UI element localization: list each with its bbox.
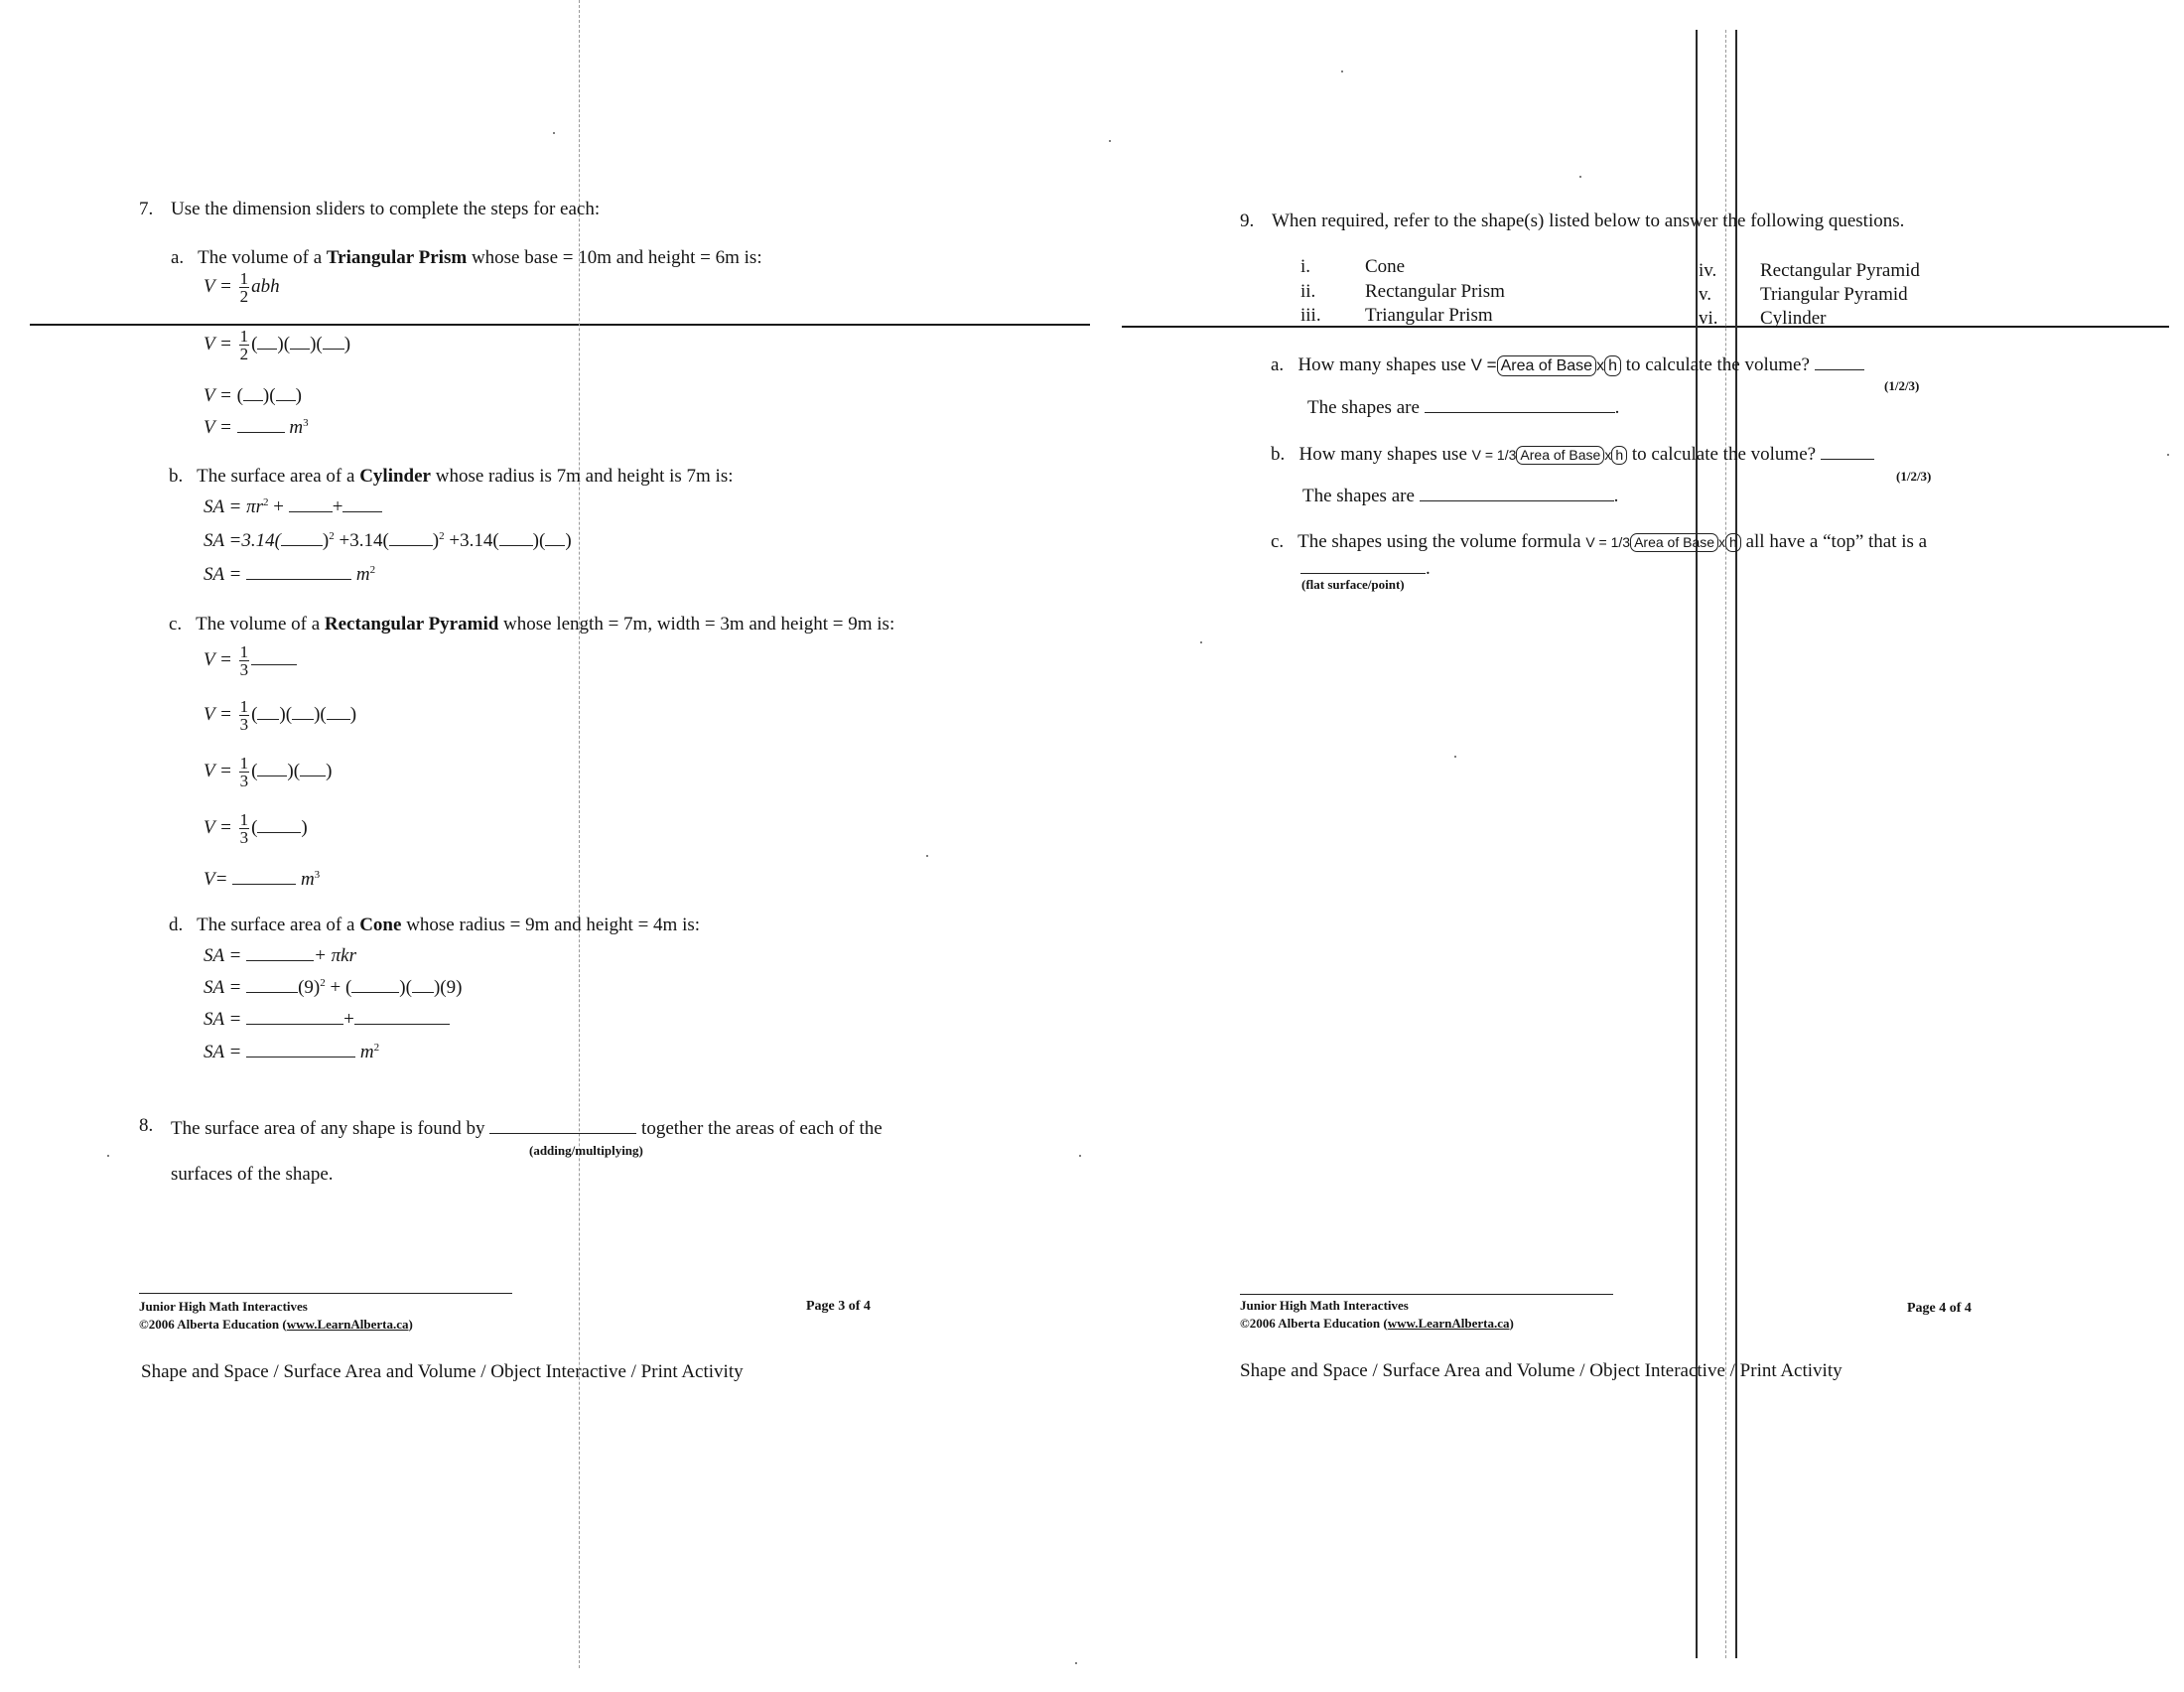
q7a-step3: V = ( )( ): [204, 383, 302, 405]
scan-speck: [553, 132, 555, 134]
q7a-step4: $V = m^3$: [204, 416, 309, 439]
q9b-hint: (1/2/3): [1896, 469, 1932, 484]
footer-left-link[interactable]: www.LearnAlberta.ca: [286, 1317, 409, 1332]
q9b-shapes-blank[interactable]: [1420, 484, 1614, 501]
scan-vertical-line-1: [1696, 30, 1698, 1658]
shape-list-name: Cone: [1365, 256, 1406, 277]
q7a-prompt: a. The volume of a Triangular Prism whose base = 10m and height = 6m is:: [171, 247, 762, 268]
q7a-step1: V = $\frac{1}{2}$ abh: [204, 269, 280, 306]
q9c-answer-blank[interactable]: [1300, 556, 1426, 574]
shape-list-item: vi.: [1699, 308, 1718, 329]
scan-speck: [1079, 1155, 1081, 1157]
q7-text: Use the dimension sliders to complete the steps for each:: [171, 199, 601, 219]
shape-list-name: Cylinder: [1760, 308, 1827, 329]
shape-list-item: iii.: [1300, 305, 1321, 326]
scan-speck: [2167, 454, 2169, 456]
q9a-hint: (1/2/3): [1884, 378, 1920, 393]
q7b-step1: SA = $\pi r^2$ + +: [204, 494, 382, 516]
q8-hint: (adding/multiplying): [529, 1143, 643, 1158]
q7c-step1: V = $\frac{1}{3}$: [204, 643, 297, 678]
q7d-step2: SA = $(9)^2$ + ( )( )(9): [204, 976, 463, 999]
area-of-base-box: Area of Base: [1497, 355, 1597, 376]
shape-list-name: Triangular Pyramid: [1760, 284, 1908, 305]
q9a-shapes-blank[interactable]: [1425, 395, 1615, 413]
scan-dashed-line-right: [1725, 30, 1726, 1658]
q7c-prompt: c. The volume of a Rectangular Pyramid whose length = 7m, width = 3m and height = 9m is:: [169, 614, 895, 634]
q7d-step1: SA = + πkr: [204, 943, 356, 965]
footer-left-copyright: ©2006 Alberta Education (www.LearnAlberta.ca): [139, 1317, 413, 1332]
q7a-step2: V = $\frac{1}{2}$ ( )( )( ): [204, 327, 351, 363]
footer-right-path: Shape and Space / Surface Area and Volume / Object Interactive / Print Activity: [1240, 1360, 1843, 1381]
q9a-shapes-line: The shapes are .: [1307, 395, 1619, 417]
shape-list-name: Rectangular Prism: [1365, 281, 1505, 302]
shape-list-item: ii.: [1300, 281, 1316, 302]
q7d-prompt: d. The surface area of a Cone whose radius = 9m and height = 4m is:: [169, 915, 701, 935]
q9a-count-blank[interactable]: [1815, 352, 1864, 370]
height-box: h: [1611, 446, 1627, 465]
scan-vertical-line-2: [1735, 30, 1737, 1658]
scan-fold-line-right: [1122, 326, 2169, 328]
q7-number: 7.: [139, 199, 154, 219]
q9-text: When required, refer to the shape(s) listed below to answer the following questions.: [1272, 211, 1905, 231]
footer-right-copyright: ©2006 Alberta Education (www.LearnAlberta.ca): [1240, 1316, 1514, 1331]
shape-list-name: Triangular Prism: [1365, 305, 1493, 326]
footer-left-path: Shape and Space / Surface Area and Volume / Object Interactive / Print Activity: [141, 1361, 744, 1382]
footer-right-org: Junior High Math Interactives: [1240, 1298, 1409, 1313]
scan-speck: [1200, 641, 1202, 643]
q9b-shapes-line: The shapes are .: [1302, 484, 1618, 505]
q7c-step5: $V= m^3$: [204, 868, 321, 891]
area-of-base-box: Area of Base: [1630, 533, 1718, 552]
q8-answer-blank[interactable]: [489, 1116, 636, 1134]
shape-list-item: v.: [1699, 284, 1712, 305]
q7b-step3: SA = $m^2$: [204, 563, 376, 586]
footer-right-page: Page 4 of 4: [1907, 1301, 1972, 1316]
q7c-step4: V = $\frac{1}{3}$ ( ): [204, 810, 308, 847]
scan-speck: [1341, 70, 1343, 72]
scan-speck: [926, 855, 928, 857]
q7b-prompt: b. The surface area of a Cylinder whose radius is 7m and height is 7m is:: [169, 466, 734, 487]
q7b-step2: SA =3.14( )$^2$ +3.14( )$^2$ +3.14( )( ): [204, 529, 572, 552]
q9c-answer-line: .: [1300, 556, 1431, 578]
q9b-prompt: b. How many shapes use V = 1/3 Area of Base x h to calculate the volume?: [1271, 442, 1874, 465]
q7a-shape: Triangular Prism: [326, 247, 468, 268]
scan-speck: [1075, 1662, 1077, 1664]
q7b-shape: Cylinder: [359, 466, 431, 487]
scan-fold-line-left: [30, 324, 1090, 326]
footer-left-page: Page 3 of 4: [806, 1299, 871, 1314]
shape-list-item: iv.: [1699, 260, 1717, 281]
scan-speck: [1579, 176, 1581, 178]
q7d-step3: SA = +: [204, 1007, 450, 1029]
q7c-shape: Rectangular Pyramid: [324, 614, 499, 634]
scan-speck: [107, 1155, 109, 1157]
q7c-step2: V = $\frac{1}{3}$ ( )( )( ): [204, 697, 357, 734]
q9a-prompt: a. How many shapes use V = Area of Base x h to calculate the volume?: [1271, 352, 1864, 376]
q7d-shape: Cone: [359, 915, 402, 935]
height-box: h: [1725, 533, 1741, 552]
q8-line2: surfaces of the shape.: [171, 1164, 334, 1185]
q8-number: 8.: [139, 1115, 154, 1136]
footer-right-link[interactable]: www.LearnAlberta.ca: [1387, 1316, 1510, 1331]
footer-left-org: Junior High Math Interactives: [139, 1299, 308, 1314]
q9b-count-blank[interactable]: [1821, 442, 1874, 460]
q9-number: 9.: [1240, 211, 1255, 231]
q9c-prompt: c. The shapes using the volume formula V = 1/3 Area of Base x h all have a “top” that is a: [1271, 531, 1928, 552]
area-of-base-box: Area of Base: [1516, 446, 1604, 465]
q8-line1: The surface area of any shape is found by together the areas of each of the: [171, 1116, 883, 1138]
q7d-step4: SA = $m^2$: [204, 1041, 380, 1063]
height-box: h: [1604, 355, 1621, 376]
q9c-hint: (flat surface/point): [1301, 577, 1405, 592]
q7c-step3: V = $\frac{1}{3}$ ( )( ): [204, 754, 333, 790]
scan-speck: [1454, 756, 1456, 758]
shape-list-name: Rectangular Pyramid: [1760, 260, 1920, 281]
scan-speck: [1109, 140, 1111, 142]
shape-list-item: i.: [1300, 256, 1311, 277]
